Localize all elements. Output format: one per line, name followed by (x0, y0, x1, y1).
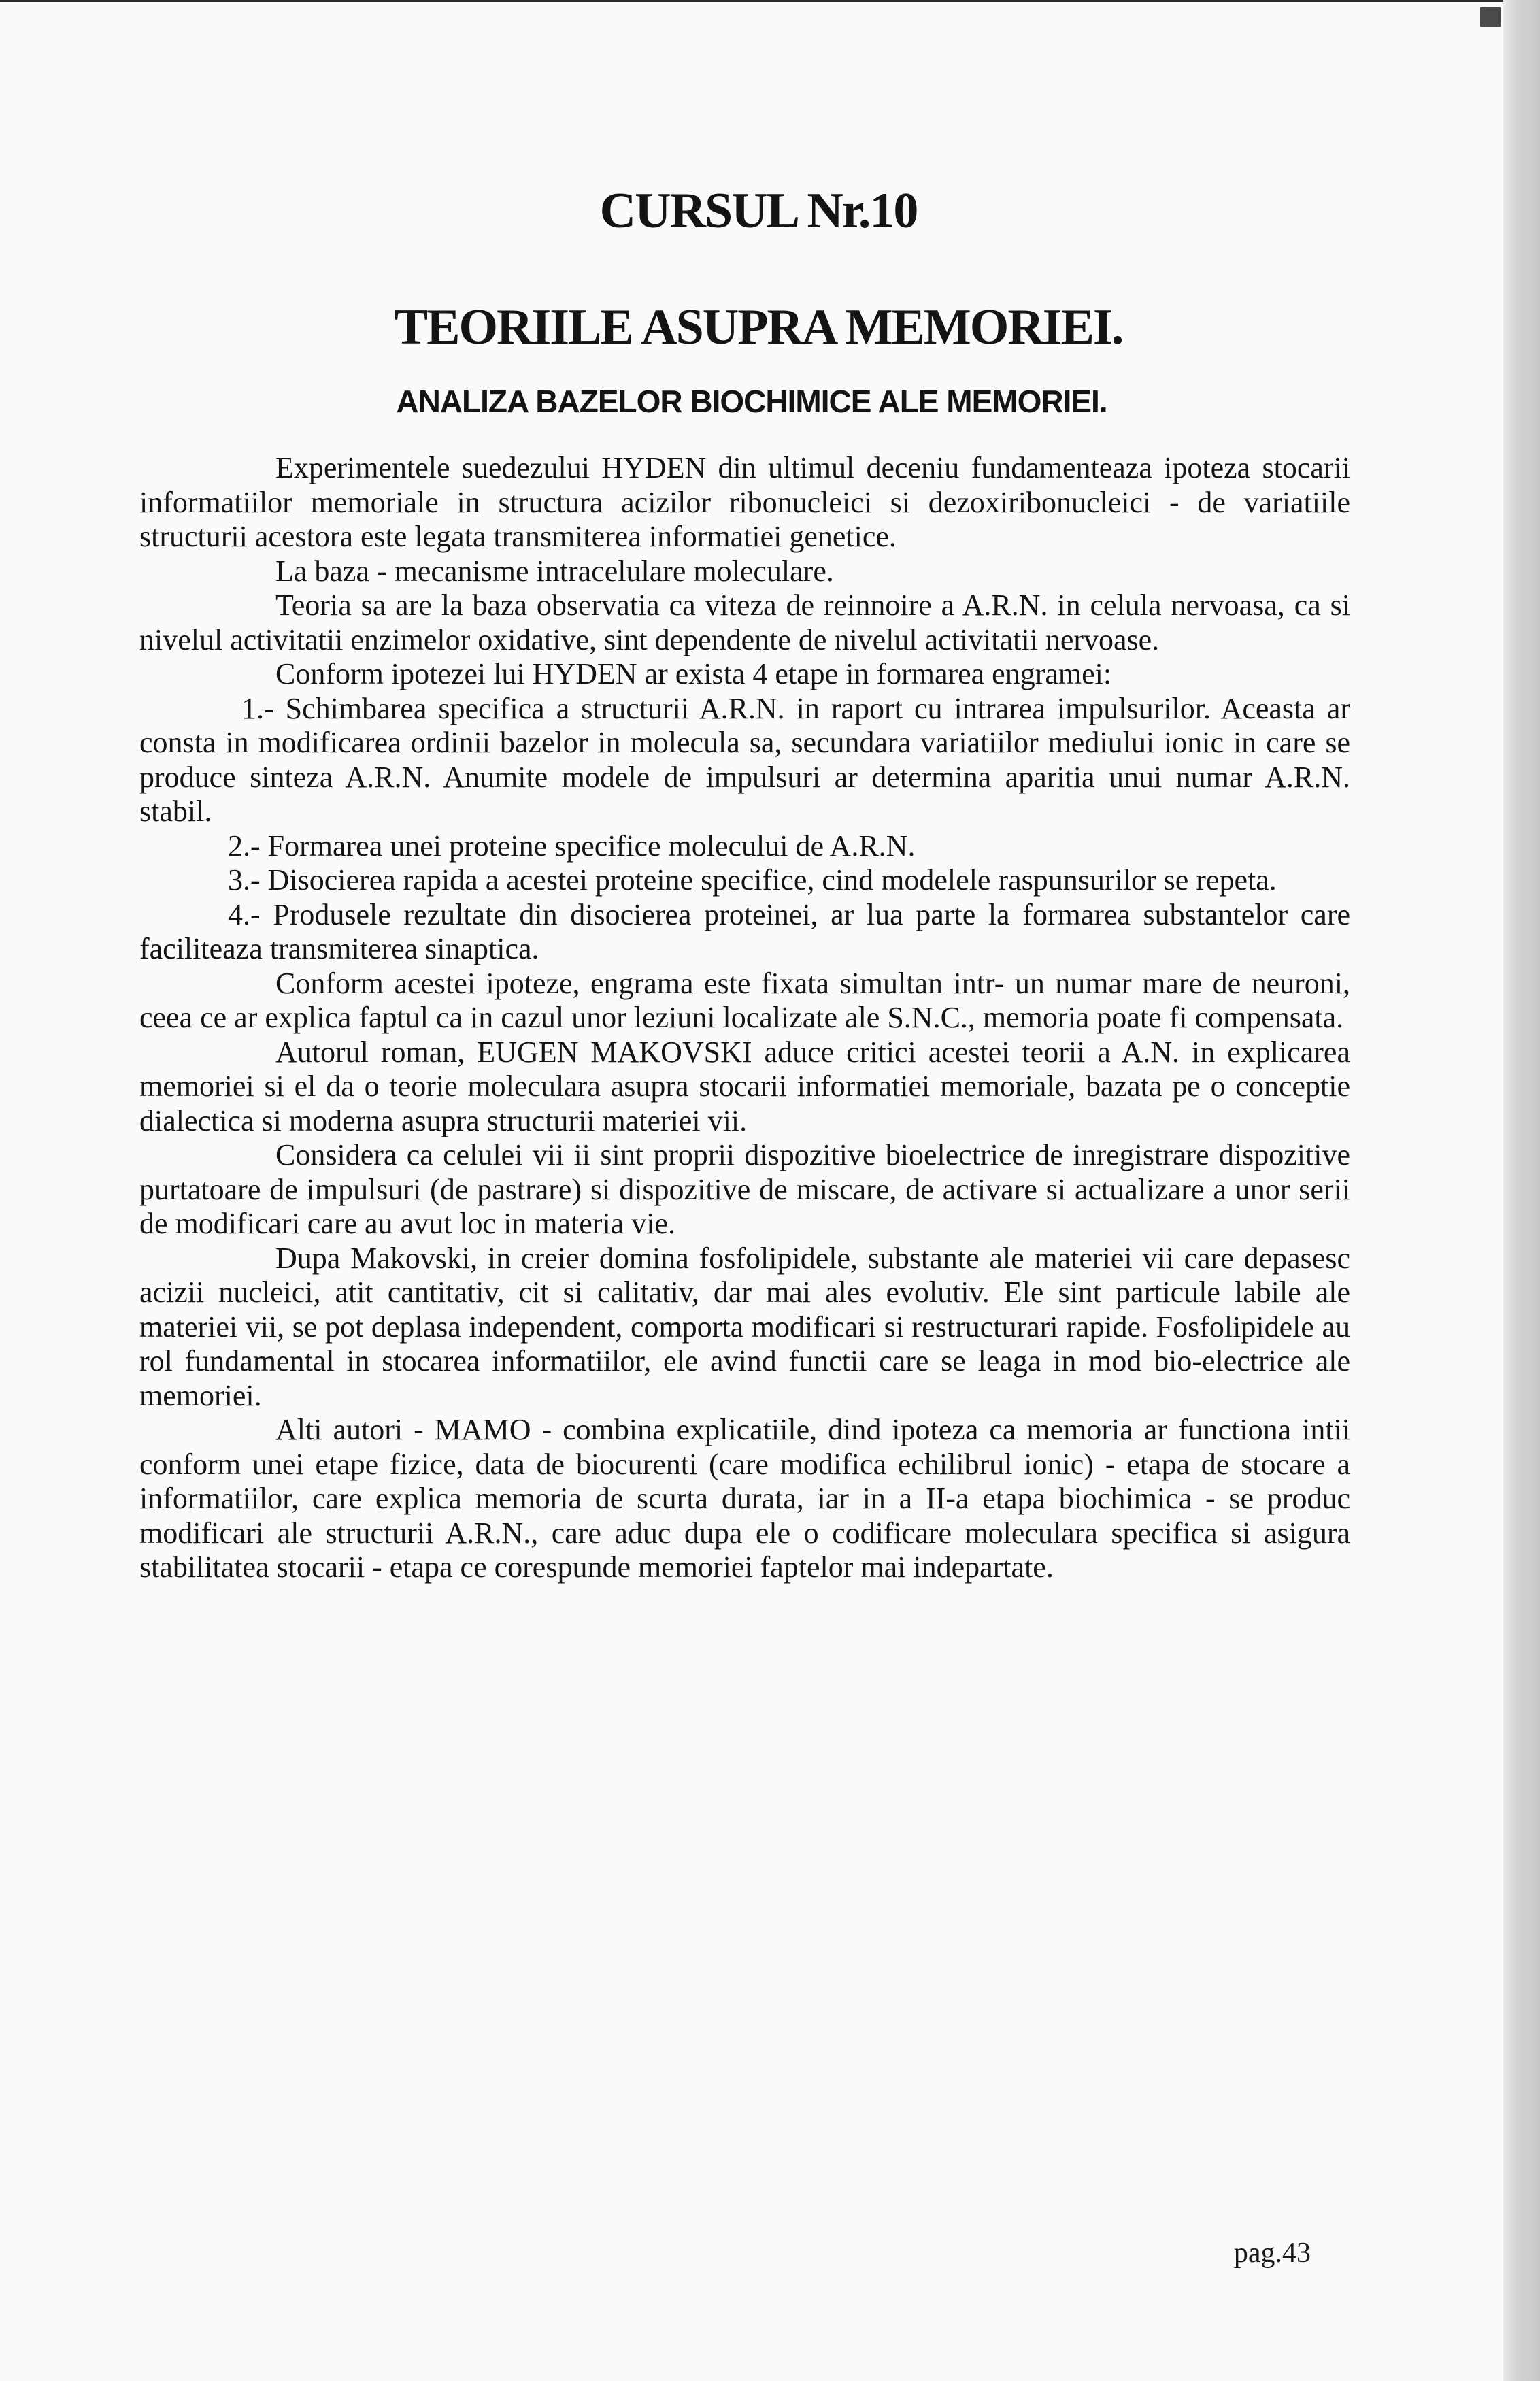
paragraph-bioelectric-devices: Considera ca celulei vii ii sint proprii dispozitive bioelectrice de inregistrare dispozitive purtatoare de impulsuri (de pastrare) si dispozitive de miscare, de activare si actualizare a unor serii de modificari care au avut loc in materia vie. (139, 1138, 1350, 1241)
paragraph-intracellular: La baza - mecanisme intracelulare moleculare. (275, 554, 834, 588)
list-item-stage-3: 3.- Disocierea rapida a acestei proteine specifice, cind modelele raspunsurilor se repeta. (228, 863, 1277, 897)
section-subtitle: ANALIZA BAZELOR BIOCHIMICE ALE MEMORIEI. (396, 383, 1107, 419)
paragraph-theory-basis: Teoria sa are la baza observatia ca viteza de reinnoire a A.R.N. in celula nervoasa, ca si nivelul activitatii enzimelor oxidative, sint dependente de nivelul activitatii nervoase. (139, 588, 1350, 656)
list-item-stage-4: 4.- Produsele rezultate din disocierea proteinei, ar lua parte la formarea substantelor care faciliteaza transmiterea sinaptica. (139, 897, 1350, 966)
paragraph-hyden-experiments: Experimentele suedezului HYDEN din ultimul deceniu fundamenteaza ipoteza stocarii informatiilor memoriale in structura acizilor ribonucleici si dezoxiribonucleici - de variatiile structurii acestora este legata transmiterea informatiei genetice. (139, 451, 1350, 554)
page-edge-shadow (1503, 0, 1540, 2381)
page-number: pag.43 (1233, 2237, 1311, 2269)
paragraph-phospholipids: Dupa Makovski, in creier domina fosfolipidele, substante ale materiei vii care depasesc acizii nucleici, atit cantitativ, cit si calitativ, dar mai ales evolutiv. Ele sint particule labile ale materiei vii, se pot deplasa independent, comporta modificari si restructurari rapide. Fosfolipidele au rol fundamental in stocarea informatiilor, ele avind functii care se leaga in mod bio-electrice ale memoriei. (139, 1241, 1350, 1412)
paragraph-makovski-critique: Autorul roman, EUGEN MAKOVSKI aduce critici acestei teorii a A.N. in explicarea memoriei si el da o teorie moleculara asupra stocarii informatiei memoriale, bazata pe o conceptie dialectica si moderna asupra structurii materiei vii. (139, 1035, 1350, 1137)
paragraph-mamo: Alti autori - MAMO - combina explicatiile, dind ipoteza ca memoria ar functiona intii conform unei etape fizice, data de biocurenti (care modifica echilibrul ionic) - etapa de stocare a informatiilor, care explica memoria de scurta durata, iar in a II-a etapa biochimica - se produc modificari ale structurii A.R.N., care aduc dupa ele o codificare moleculara specifica si asigura stabilitatea stocarii - etapa ce corespunde memoriei faptelor mai indepartate. (139, 1413, 1350, 1584)
page-title: TEORIILE ASUPRA MEMORIEI. (394, 299, 1123, 356)
page-top-border (0, 0, 1503, 2)
paragraph-engram: Conform acestei ipoteze, engrama este fixata simultan intr- un numar mare de neuroni, ceea ce ar explica faptul ca in cazul unor leziuni localizate ale S.N.C., memoria poate fi compensata. (139, 966, 1350, 1035)
body-text (139, 451, 1350, 1585)
scan-corner-mark (1480, 7, 1501, 27)
list-item-stage-2: 2.- Formarea unei proteine specifice molecului de A.R.N. (228, 829, 916, 863)
page-content (139, 184, 1350, 1585)
list-item-stage-1: 1.- Schimbarea specifica a structurii A.R.N. in raport cu intrarea impulsurilor. Aceasta ar consta in modificarea ordinii bazelor in molecula sa, secundara variatiilor mediului ionic in care se produce sinteza A.R.N. Anumite modele de impulsuri ar determina aparitia unui numar A.R.N. stabil. (139, 691, 1350, 829)
paragraph-four-stages: Conform ipotezei lui HYDEN ar exista 4 etape in formarea engramei: (275, 657, 1112, 691)
course-heading: CURSUL Nr.10 (599, 183, 918, 239)
